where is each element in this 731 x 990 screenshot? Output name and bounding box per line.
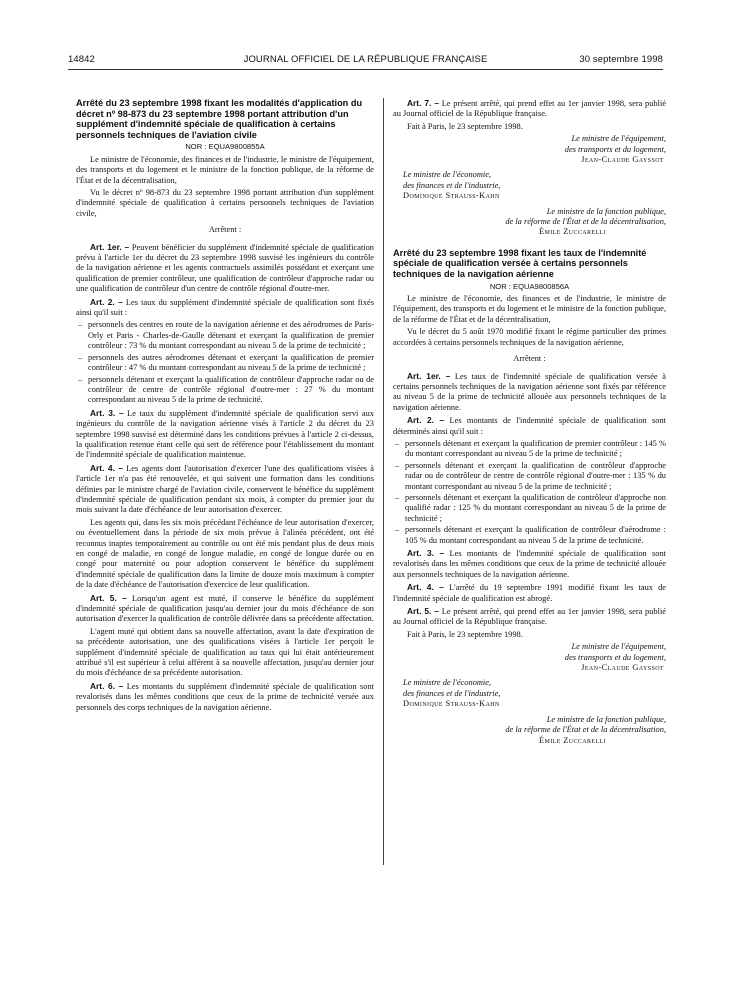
- article-5-paragraph-2: L'agent muté qui obtient dans sa nouvelle affectation, avant la date d'expiration de sa précédente autorisation, une des qualifications visées à l'article 1er perçoit le supplément d'indemnité spéciale de qualification au taux qui lui était antérieurement attribué s'il est supérieur à celui afférent à sa nouvelle affectation, jusqu'au dernier jour du mois d'échéance de sa précédente autorisation.: [76, 626, 374, 678]
- signature-name: [393, 736, 666, 746]
- nor-reference: NOR : EQUA9800855A: [185, 142, 265, 152]
- signature-role: des finances et de l'industrie,: [403, 180, 501, 190]
- article-label: Art. 4. –: [90, 462, 123, 473]
- article-text: Les taux de l'indemnité spéciale de qualification versée à certains personnels techniques de la navigation aérienne sont fixés par référence au niveau 5 de la prime de technicité allouée aux personnels techniques de la navigation aérienne.: [393, 371, 666, 412]
- article-text: Peuvent bénéficier du supplément d'indemnité spéciale de qualification prévu à l'article 1er du décret du 23 septembre 1998 susvisé les ingénieurs du contrôle de la navigation aérienne et les agents contractuels assimilés possédant et exerçant une qualification de premier contrôleur, une qualification de contrôleur d'approche radar ou une qualification de contrôleur d'un centre de contrôle régional d'outre-mer.: [76, 242, 374, 294]
- list-item: – personnels des centres en route de la navigation aérienne et des aérodromes de Paris-Orly et Paris - Charles-de-Gaulle détenant et exerçant la qualification de premier contrôleur : 73 % du montant correspondant au niveau 5 de la prime de technicité ;: [88, 320, 374, 351]
- list-item: – personnels détenant et exerçant la qualification de contrôleur d'approche non qualifié radar : 125 % du montant correspondant au niveau 5 de la prime de technicité ;: [405, 493, 666, 524]
- article-text: L'arrêté du 19 septembre 1991 modifié fixant les taux de l'indemnité spéciale de qualification est abrogé.: [393, 583, 666, 603]
- nor-reference: NOR : EQUA9800856A: [489, 281, 570, 291]
- decree-title: Arrêté du 23 septembre 1998 fixant les modalités d'application du décret nº 98-873 du 23 septembre 1998 portant attribution d'un supplément d'indemnité spéciale de qualification à certains personnels techniques de l'aviation civile: [76, 98, 363, 140]
- journal-title: JOURNAL OFFICIEL DE LA RÉPUBLIQUE FRANÇAISE: [243, 54, 488, 65]
- rate-list: [76, 320, 374, 405]
- article-text: Les taux du supplément d'indemnité spéciale de qualification sont fixés ainsi qu'il suit :: [76, 297, 374, 318]
- list-item: – personnels détenant et exerçant la qualification de premier contrôleur : 145 % du montant correspondant au niveau 5 de la prime de technicité ;: [405, 439, 666, 460]
- article-2: [76, 297, 374, 319]
- article-2: [393, 415, 666, 437]
- article-6: [76, 681, 374, 713]
- list-item: – personnels détenant et exerçant la qualification de contrôleur d'approche radar ou de contrôleur de centre de contrôle régional d'outre-mer : 27 % du montant correspondant au niveau 5 de la prime de technicité.: [88, 375, 374, 406]
- article-3: [76, 408, 374, 461]
- signatory-name: Jean-Claude Gayssot: [581, 155, 664, 165]
- article-label: Art. 5. –: [90, 592, 127, 603]
- article-label: Art. 1er. –: [407, 370, 451, 381]
- preamble: Le ministre de l'économie, des finances et de l'industrie, le ministre de l'équipement, des transports et du logement et le ministre de la fonction publique, de la réforme de l'État et de la décentralisation,: [393, 294, 666, 324]
- article-label: Art. 3. –: [407, 548, 445, 558]
- signature-role: des transports et du logement,: [564, 652, 666, 662]
- signatory-name: Émile Zuccarelli: [538, 227, 606, 237]
- article-text: Les agents dont l'autorisation d'exercer l'une des qualifications visées à l'article 1er n'a pas été renouvelée, et qui suivent une formation dans les conditions définies par le ministre chargé de l'aviation civile, conservent le bénéfice du supplément d'indemnité spéciale de qualification pendant six mois, à compter du premier jour du mois suivant la date d'échéance de leur autorisation d'exercer.: [76, 463, 374, 515]
- signature-role: des finances et de l'industrie,: [403, 688, 501, 698]
- signature-role: Le ministre de l'économie,: [403, 170, 492, 180]
- vu-clause: Vu le décret du 5 août 1970 modifié fixant le régime particulier des primes accordées à certains personnels techniques de la navigation aérienne,: [393, 327, 666, 347]
- signatory-name: Dominique Strauss-Kahn: [403, 191, 500, 201]
- article-5: [393, 606, 666, 628]
- article-4: [393, 582, 666, 604]
- signature-name: [393, 191, 666, 201]
- article-label: Art. 2. –: [90, 296, 123, 307]
- signature-role: Le ministre de la fonction publique,: [546, 714, 666, 724]
- article-label: Art. 2. –: [407, 415, 445, 426]
- list-item: – personnels détenant et exerçant la qualification de contrôleur d'aérodrome : 105 % du montant correspondant au niveau 5 de la prime de technicité.: [405, 525, 666, 546]
- article-1: [393, 371, 666, 414]
- signature-role: des transports et du logement,: [564, 144, 666, 154]
- article-text: Le présent arrêté, qui prend effet au 1er janvier 1998, sera publié au Journal officiel de la République française.: [393, 607, 666, 627]
- vu-clause: Vu le décret nº 98-873 du 23 septembre 1998 portant attribution d'un supplément d'indemnité spéciale de qualification à certains personnels techniques de l'aviation civile,: [76, 188, 374, 218]
- article-4: [76, 463, 374, 516]
- article-label: Art. 5. –: [407, 606, 439, 617]
- article-5: [76, 593, 374, 625]
- page-number: 14842: [68, 54, 95, 65]
- article-label: Art. 3. –: [90, 407, 124, 418]
- signature-name: [393, 699, 666, 709]
- signatory-name: Jean-Claude Gayssot: [581, 663, 664, 673]
- article-text: Les montants de l'indemnité spéciale de qualification sont revalorisés dans les mêmes conditions que ceux de la prime de technicité allouée aux personnels techniques de la navigation aérienne.: [393, 549, 666, 579]
- signature-role: Le ministre de la fonction publique,: [546, 206, 666, 216]
- article-label: Art. 7. –: [407, 98, 439, 108]
- article-7: [393, 98, 666, 120]
- signatory-name: Dominique Strauss-Kahn: [403, 699, 500, 709]
- article-label: Art. 4. –: [407, 582, 444, 593]
- signature-name: [393, 155, 666, 165]
- list-item: – personnels détenant et exerçant la qualification de contrôleur d'approche radar ou de contrôleur de centre de contrôle régional d'outre-mer : 135 % du montant correspondant au niveau 5 de la prime de technicité ;: [405, 461, 666, 492]
- article-3: [393, 548, 666, 580]
- signature-role: Le ministre de l'équipement,: [571, 134, 666, 144]
- signature-role: de la réforme de l'État et de la décentralisation,: [505, 217, 666, 227]
- list-item: – personnels des autres aérodromes détenant et exerçant la qualification de premier contrôleur : 47 % du montant correspondant au niveau 5 de la prime de technicité ;: [88, 353, 374, 374]
- issue-date: 30 septembre 1998: [579, 54, 663, 65]
- article-4-paragraph-2: Les agents qui, dans les six mois précédant l'échéance de leur autorisation d'exercer, ou éventuellement dans la période de six mois prévue à l'alinéa précédent, ont été reconnus inaptes temporairement au contrôle ou ont été mis pendant plus de deux mois en congé de maladie, en congé de longue maladie, en congé de longue durée ou en congé pour maternité ou pour adoption conservent le bénéfice du supplément d'indemnité spéciale de qualification dans la limite de douze mois maximum à compter de la date d'échéance de l'autorisation d'exercice de leur qualification.: [76, 517, 374, 590]
- article-text: Le présent arrêté, qui prend effet au 1er janvier 1998, sera publié au Journal officiel de la République française.: [393, 99, 666, 119]
- article-text: Lorsqu'un agent est muté, il conserve le bénéfice du supplément d'indemnité spéciale de qualification jusqu'au dernier jour du mois d'échéance de son autorisation d'exercer la qualification de contrôle délivrée dans sa précédente affectation.: [76, 593, 374, 624]
- arretent-heading: Arrêtent :: [513, 354, 546, 364]
- column-divider: [383, 98, 384, 865]
- signature-name: [393, 663, 666, 673]
- signature-role: Le ministre de l'économie,: [403, 678, 492, 688]
- article-1: [76, 242, 374, 295]
- article-text: Les montants de l'indemnité spéciale de qualification sont déterminés ainsi qu'il suit :: [393, 416, 666, 436]
- signature-role: de la réforme de l'État et de la décentralisation,: [505, 725, 666, 735]
- arretent-heading: Arrêtent :: [208, 225, 242, 235]
- right-column: [393, 98, 666, 746]
- article-text: Les montants du supplément d'indemnité spéciale de qualification sont revalorisés dans les mêmes conditions que ceux de la prime de technicité versée aux personnels des corps techniques de la navigation aérienne.: [76, 681, 375, 712]
- left-column: [76, 98, 374, 715]
- article-text: Le taux du supplément d'indemnité spéciale de qualification servi aux ingénieurs du contrôle de la navigation aérienne visés à l'article 2 du décret du 23 septembre 1998 susvisé est déterminé dans les conditions prévues à l'article 2 ci-dessus, la qualification retenue étant celle qui sert de référence pour l'établissement du montant de l'indemnité spéciale de qualification maintenue.: [76, 408, 374, 460]
- preamble: Le ministre de l'économie, des finances et de l'industrie, le ministre de l'équipement, des transports et du logement et le ministre de la fonction publique, de la réforme de l'État et de la décentralisation,: [76, 154, 374, 185]
- page-header: [68, 54, 663, 68]
- rate-list: [393, 439, 666, 546]
- fait-a-paris: Fait à Paris, le 23 septembre 1998.: [407, 121, 523, 131]
- decree-title: Arrêté du 23 septembre 1998 fixant les taux de l'indemnité spéciale de qualification versée à certains personnels techniques de la navigation aérienne: [393, 247, 647, 280]
- fait-a-paris: Fait à Paris, le 23 septembre 1998.: [407, 629, 523, 639]
- header-rule: [68, 69, 663, 70]
- signature-name: [393, 227, 666, 237]
- article-label: Art. 6. –: [90, 680, 124, 691]
- signatory-name: Émile Zuccarelli: [538, 735, 606, 745]
- article-label: Art. 1er. –: [90, 241, 130, 252]
- signature-role: Le ministre de l'équipement,: [571, 642, 666, 652]
